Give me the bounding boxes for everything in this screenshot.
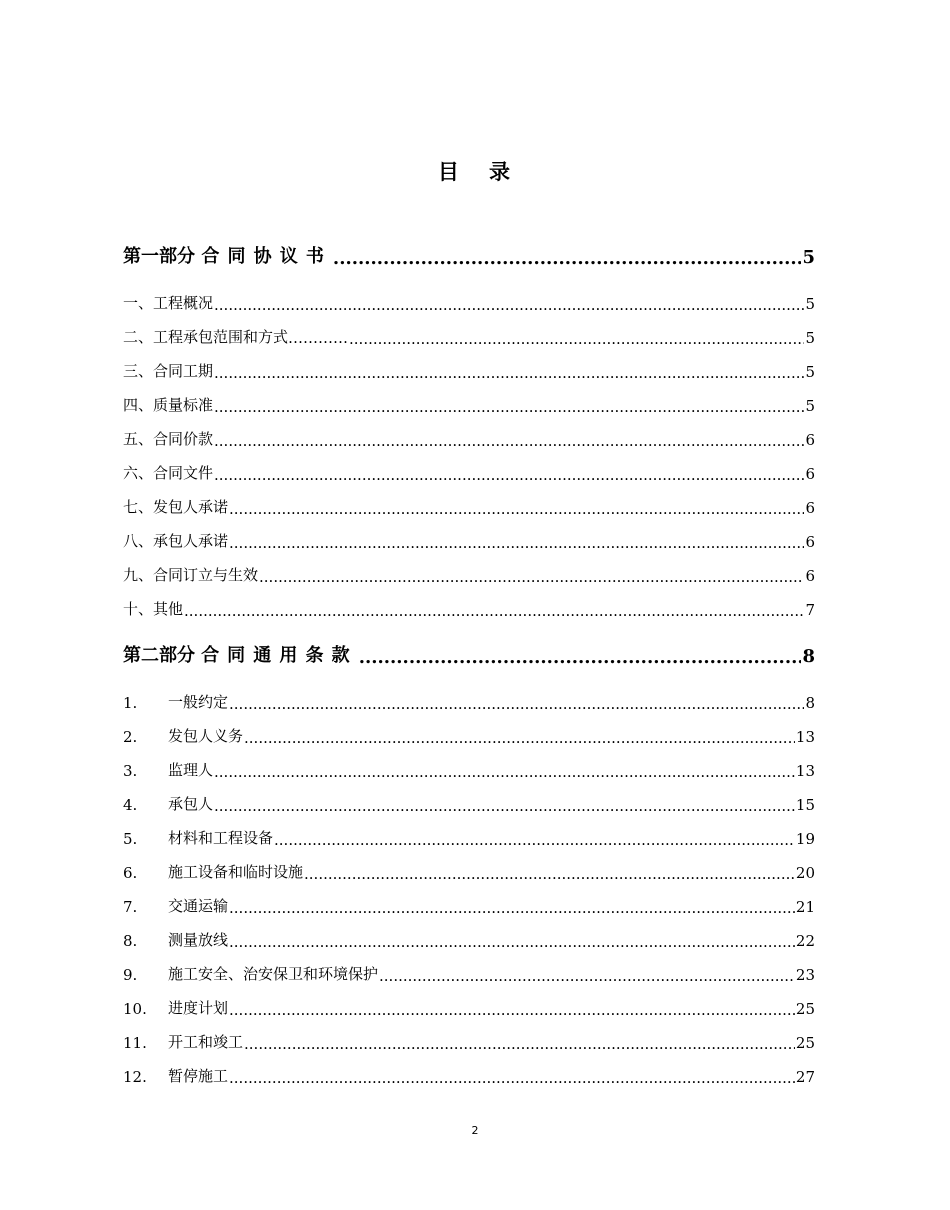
toc-item[interactable] [123, 962, 815, 984]
toc-page-number: 20 [795, 864, 815, 882]
toc-item[interactable] [123, 996, 815, 1018]
toc-item-label: 九、合同订立与生效 [123, 566, 259, 584]
dot-leader [184, 604, 804, 619]
dot-leader [214, 366, 804, 381]
toc-page-number: 23 [795, 966, 815, 984]
dot-leader [229, 536, 804, 551]
toc-item[interactable] [123, 393, 815, 415]
toc-item[interactable] [123, 826, 815, 848]
dot-leader [379, 969, 795, 984]
toc-item-label: 交通运输 [168, 897, 229, 915]
toc-item[interactable] [123, 860, 815, 882]
dot-leader [229, 901, 795, 916]
toc-item-label: 六、合同文件 [123, 464, 214, 482]
toc-item-label: 一、工程概况 [123, 294, 214, 312]
toc-page-number: 6 [805, 465, 815, 483]
toc-item[interactable] [123, 495, 815, 517]
toc-item-label: 承包人 [168, 795, 214, 813]
toc-item-number: 11. [123, 1034, 147, 1052]
toc-item-label: 进度计划 [168, 999, 229, 1017]
toc-page-number: 6 [805, 567, 815, 585]
toc-item[interactable] [123, 427, 815, 449]
toc-item-number: 10. [123, 1000, 147, 1018]
toc-item[interactable] [123, 792, 815, 814]
dot-leader [333, 250, 802, 268]
toc-item-number: 6. [123, 864, 138, 882]
toc-page-number: 8 [802, 646, 815, 667]
toc-page-number: 6 [805, 499, 815, 517]
toc-item[interactable] [123, 325, 815, 347]
dot-leader [214, 400, 804, 415]
dot-leader [229, 502, 804, 517]
toc-page-number: 8 [805, 694, 815, 712]
dot-leader [214, 765, 795, 780]
toc-item-label: 开工和竣工 [168, 1033, 244, 1051]
toc-page-number: 5 [805, 329, 815, 347]
toc-item-label: 二、工程承包范围和方式 [123, 328, 289, 346]
toc-item-label: 施工安全、治安保卫和环境保护 [168, 965, 379, 983]
toc-item-label: 三、合同工期 [123, 362, 214, 380]
toc-item-label: 材料和工程设备 [168, 829, 274, 847]
toc-part-1[interactable] [123, 242, 815, 268]
toc-item-label: 四、质量标准 [123, 396, 214, 414]
dot-leader [274, 833, 795, 848]
dot-leader [259, 570, 804, 585]
toc-item[interactable] [123, 894, 815, 916]
toc-item-label: 施工设备和临时设施 [168, 863, 304, 881]
toc-item-label: 五、合同价款 [123, 430, 214, 448]
toc-item[interactable] [123, 1064, 815, 1086]
toc-item-number: 5. [123, 830, 138, 848]
toc-page-number: 5 [805, 397, 815, 415]
dot-leader [304, 867, 795, 882]
toc-item-label: 测量放线 [168, 931, 229, 949]
dot-leader [229, 1071, 795, 1086]
dot-leader [214, 468, 804, 483]
toc-item[interactable] [123, 563, 815, 585]
dot-leader [359, 649, 802, 667]
toc-item-label: 监理人 [168, 761, 214, 779]
page-title [0, 156, 950, 186]
title-char-2: 录 [489, 160, 513, 184]
toc-page-number: 21 [795, 898, 815, 916]
dot-leader [214, 434, 804, 449]
toc-item-label: 十、其他 [123, 600, 184, 618]
toc-page-number: 19 [795, 830, 815, 848]
dot-leader [244, 1037, 795, 1052]
toc-page-number: 25 [795, 1000, 815, 1018]
toc-item[interactable] [123, 1030, 815, 1052]
toc-item-label: 七、发包人承诺 [123, 498, 229, 516]
toc-page-number: 6 [805, 533, 815, 551]
toc-item-label: 发包人义务 [168, 727, 244, 745]
dot-leader [349, 332, 804, 347]
toc-page-number: 13 [795, 728, 815, 746]
toc-item[interactable] [123, 724, 815, 746]
page-number-footer: 2 [471, 1124, 479, 1137]
toc-page-number: 5 [805, 295, 815, 313]
toc-item-label: 八、承包人承诺 [123, 532, 229, 550]
toc-page-number: 13 [795, 762, 815, 780]
toc-page-number: 5 [805, 363, 815, 381]
dot-leader [214, 799, 795, 814]
toc-item-extra-dots: ………… [288, 329, 349, 347]
toc-item[interactable] [123, 690, 815, 712]
toc-page-number: 5 [802, 247, 815, 268]
toc-item-number: 1. [123, 694, 138, 712]
toc-part-name: 合同协议书 [201, 246, 332, 267]
toc-item-number: 7. [123, 898, 138, 916]
dot-leader [229, 697, 804, 712]
toc-item[interactable] [123, 359, 815, 381]
toc-page-number: 6 [805, 431, 815, 449]
toc-item[interactable] [123, 597, 815, 619]
toc-item-number: 8. [123, 932, 138, 950]
toc-item-label: 暂停施工 [168, 1067, 229, 1085]
title-char-1: 目 [437, 160, 461, 184]
toc-item-number: 3. [123, 762, 138, 780]
toc-item-number: 2. [123, 728, 138, 746]
toc-item-number: 12. [123, 1068, 147, 1086]
toc-item[interactable] [123, 758, 815, 780]
dot-leader [214, 298, 804, 313]
toc-item[interactable] [123, 461, 815, 483]
toc-page-number: 7 [805, 601, 815, 619]
toc-page-number: 22 [795, 932, 815, 950]
dot-leader [244, 731, 795, 746]
toc-part-name: 合同通用条款 [201, 645, 358, 666]
toc-item-number: 4. [123, 796, 138, 814]
toc-item-label: 一般约定 [168, 693, 229, 711]
toc-item[interactable] [123, 928, 815, 950]
toc-item[interactable] [123, 529, 815, 551]
toc-item[interactable] [123, 291, 815, 313]
toc-part-label: 第二部分 [123, 645, 195, 666]
toc-page-number: 25 [795, 1034, 815, 1052]
toc-item-number: 9. [123, 966, 138, 984]
toc-part-2[interactable] [123, 641, 815, 667]
dot-leader [229, 1003, 795, 1018]
dot-leader [229, 935, 795, 950]
toc-page-number: 27 [795, 1068, 815, 1086]
toc-page-number: 15 [795, 796, 815, 814]
toc-part-label: 第一部分 [123, 246, 195, 267]
